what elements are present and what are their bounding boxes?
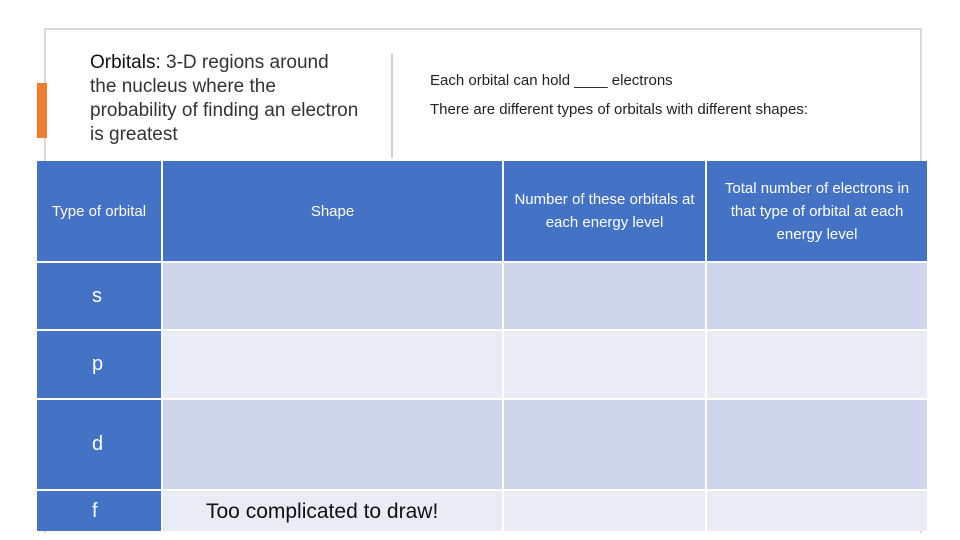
cell-s-total[interactable] [707, 263, 927, 329]
header-shape: Shape [163, 161, 502, 261]
orbital-table [37, 161, 923, 529]
note-orbital-capacity: Each orbital can hold ____ electrons [430, 72, 673, 89]
cell-s-shape[interactable] [163, 263, 502, 329]
row-label-d: d [37, 400, 161, 489]
header-total-electrons: Total number of electrons in that type of orbital at each energy level [707, 161, 927, 261]
cell-d-shape[interactable] [163, 400, 502, 489]
header-type-of-orbital: Type of orbital [37, 161, 161, 261]
cell-f-shape[interactable]: Too complicated to draw! [163, 491, 502, 531]
definition-term: Orbitals: [90, 52, 161, 73]
definition-text: 3-D regions around the nucleus where the probability of finding an electron is greatest [90, 52, 359, 145]
header-number-of-orbitals: Number of these orbitals at each energy level [504, 161, 705, 261]
row-label-p: p [37, 331, 161, 398]
cell-f-total[interactable] [707, 491, 927, 531]
note-orbital-types: There are different types of orbitals with different shapes: [430, 101, 808, 118]
cell-d-total[interactable] [707, 400, 927, 489]
vertical-divider [391, 54, 393, 158]
row-label-f: f [37, 491, 161, 531]
cell-p-shape[interactable] [163, 331, 502, 398]
cell-f-number[interactable] [504, 491, 705, 531]
row-label-s: s [37, 263, 161, 329]
accent-bar [37, 83, 47, 138]
cell-d-number[interactable] [504, 400, 705, 489]
orbital-definition [90, 51, 360, 147]
cell-p-total[interactable] [707, 331, 927, 398]
cell-p-number[interactable] [504, 331, 705, 398]
cell-s-number[interactable] [504, 263, 705, 329]
